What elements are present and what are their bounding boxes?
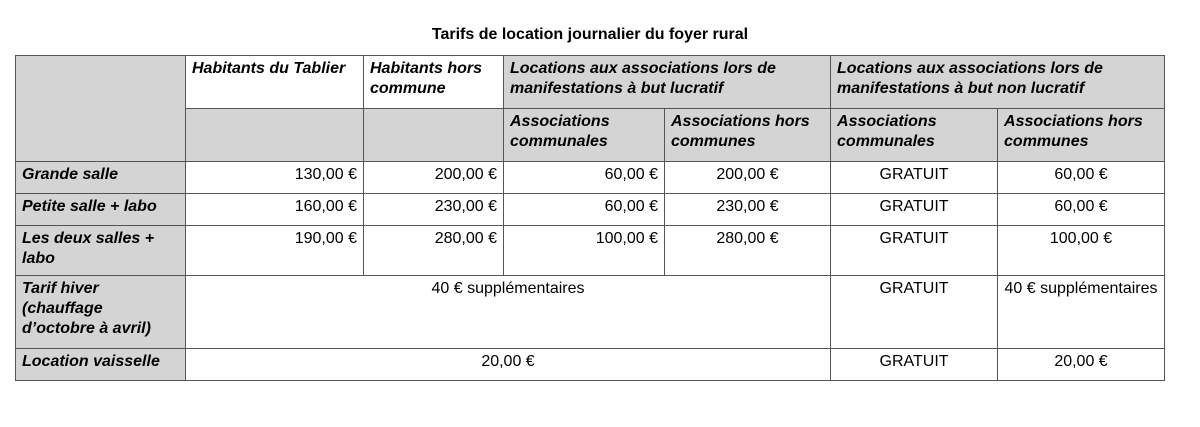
corner-cell — [16, 56, 186, 162]
price-cell: 130,00 € — [186, 162, 364, 194]
price-cell: 20,00 € — [998, 349, 1165, 381]
price-cell: 230,00 € — [665, 194, 831, 226]
price-cell: 60,00 € — [998, 194, 1165, 226]
header-non-lucratif: Locations aux associations lors de manifestations à but non lucratif — [831, 56, 1165, 109]
price-cell: 100,00 € — [998, 226, 1165, 276]
empty-header-cell — [364, 109, 504, 162]
price-cell: 100,00 € — [504, 226, 665, 276]
header-lucratif: Locations aux associations lors de manifestations à but lucratif — [504, 56, 831, 109]
header-non-lucratif-communales: Associations communales — [831, 109, 998, 162]
price-cell: GRATUIT — [831, 226, 998, 276]
header-row-1 — [16, 56, 1165, 109]
price-cell: 40 € supplémentaires — [998, 276, 1165, 349]
price-cell: GRATUIT — [831, 349, 998, 381]
table-row — [16, 226, 1165, 276]
price-cell: 60,00 € — [504, 194, 665, 226]
header-habitants-tablier: Habitants du Tablier — [186, 56, 364, 109]
price-cell: 160,00 € — [186, 194, 364, 226]
row-label: Les deux salles + labo — [16, 226, 186, 276]
page-title: Tarifs de location journalier du foyer rural — [431, 26, 749, 43]
row-label: Location vaisselle — [16, 349, 186, 381]
table-row — [16, 276, 1165, 349]
merged-price-cell: 20,00 € — [186, 349, 831, 381]
table-row — [16, 194, 1165, 226]
row-label: Grande salle — [16, 162, 186, 194]
table-row — [16, 162, 1165, 194]
pricing-table — [15, 55, 1165, 381]
header-row-2 — [16, 109, 1165, 162]
row-label: Petite salle + labo — [16, 194, 186, 226]
price-cell: 280,00 € — [364, 226, 504, 276]
header-habitants-hors-commune: Habitants hors commune — [364, 56, 504, 109]
empty-header-cell — [186, 109, 364, 162]
table-row — [16, 349, 1165, 381]
header-non-lucratif-hors-communes: Associations hors communes — [998, 109, 1165, 162]
price-cell: GRATUIT — [831, 276, 998, 349]
price-cell: 60,00 € — [998, 162, 1165, 194]
price-cell: 190,00 € — [186, 226, 364, 276]
header-lucratif-hors-communes: Associations hors communes — [665, 109, 831, 162]
price-cell: 60,00 € — [504, 162, 665, 194]
price-cell: GRATUIT — [831, 194, 998, 226]
price-cell: 200,00 € — [364, 162, 504, 194]
price-cell: 230,00 € — [364, 194, 504, 226]
price-cell: GRATUIT — [831, 162, 998, 194]
merged-price-cell: 40 € supplémentaires — [186, 276, 831, 349]
row-label: Tarif hiver (chauffage d’octobre à avril) — [16, 276, 186, 349]
header-lucratif-communales: Associations communales — [504, 109, 665, 162]
price-cell: 200,00 € — [665, 162, 831, 194]
price-cell: 280,00 € — [665, 226, 831, 276]
